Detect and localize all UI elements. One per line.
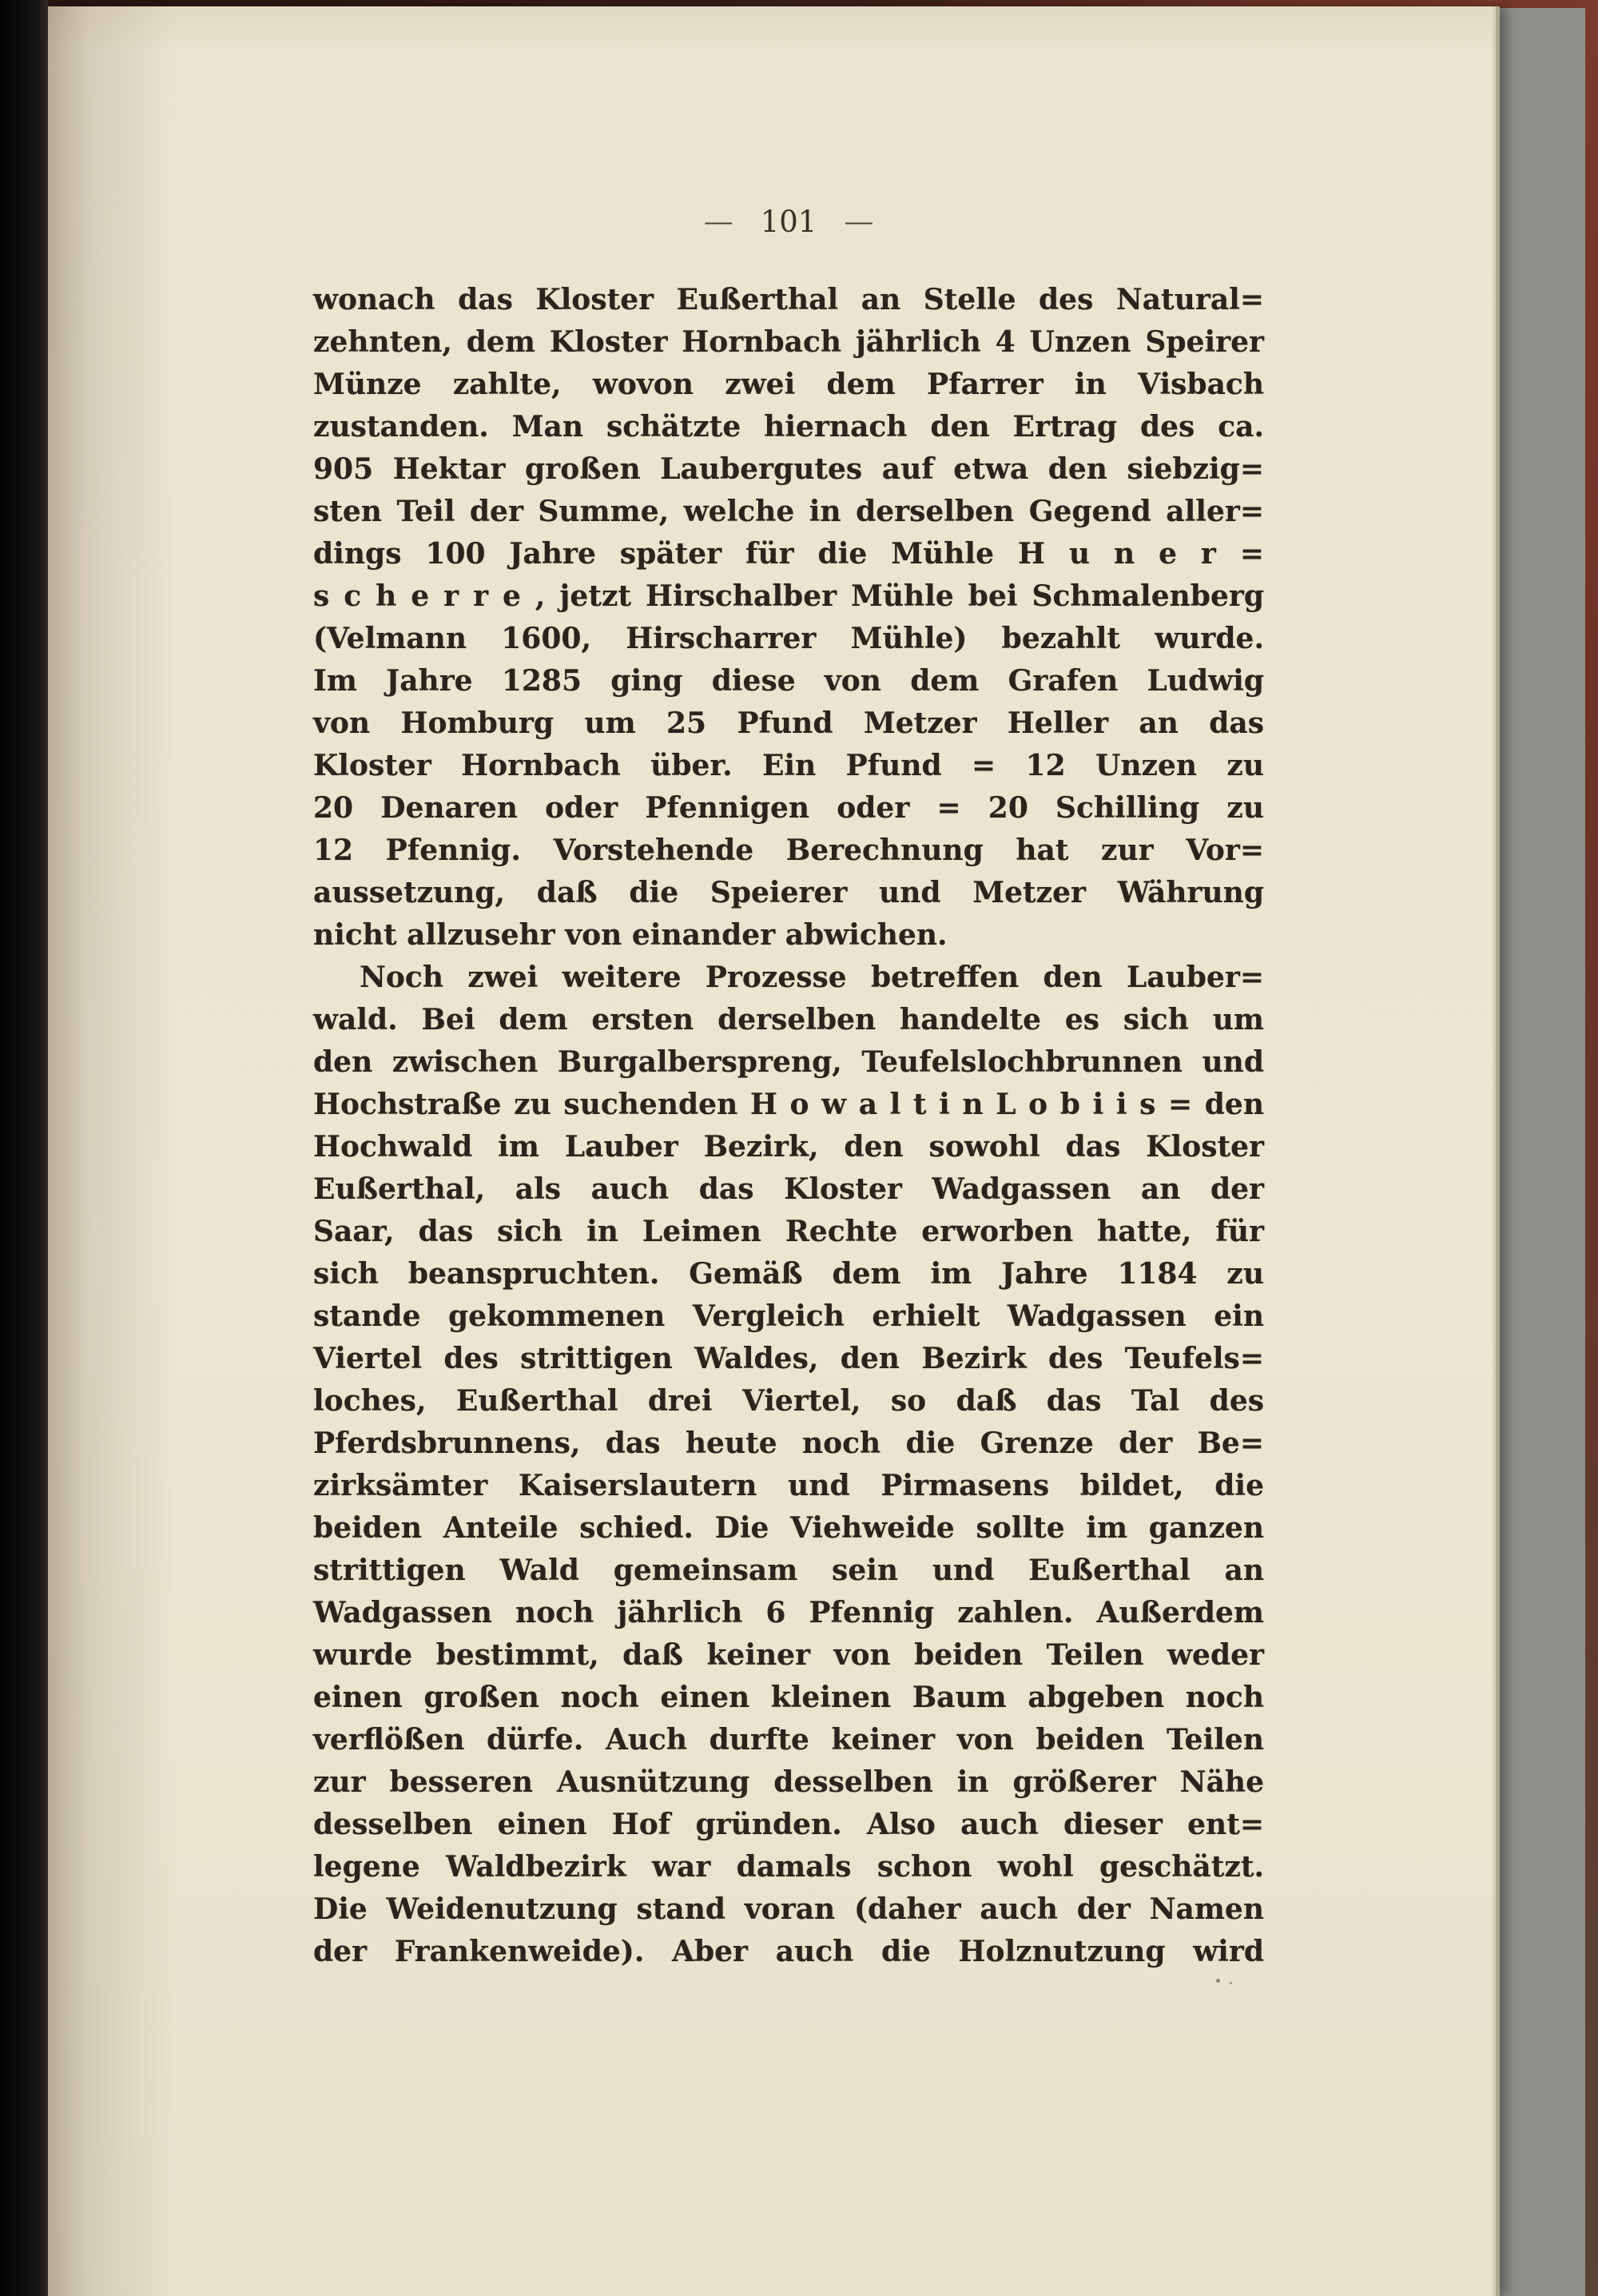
text-line: loches, Eußerthal drei Viertel, so daß das Tal des	[313, 1384, 1264, 1418]
page-number-dash-right: —	[844, 208, 874, 236]
text-line: wonach das Kloster Eußerthal an Stelle des Natural=	[313, 283, 1264, 316]
text-line: dings 100 Jahre später für die Mühle H u n e r =	[313, 537, 1264, 571]
text-line: Viertel des strittigen Waldes, den Bezirk des Teufels=	[313, 1342, 1264, 1375]
text-line: Münze zahlte, wovon zwei dem Pfarrer in Visbach	[313, 368, 1264, 401]
text-block	[313, 279, 1264, 1973]
text-line: sich beanspruchten. Gemäß dem im Jahre 1184 zu	[313, 1257, 1264, 1291]
text-line: 12 Pfennig. Vorstehende Berechnung hat zur Vor=	[313, 834, 1264, 867]
text-line: (Velmann 1600, Hirscharrer Mühle) bezahlt wurde.	[313, 622, 1264, 655]
text-line: Saar, das sich in Leimen Rechte erworben hatte, für	[313, 1215, 1264, 1248]
text-line: verflößen dürfe. Auch durfte keiner von beiden Teilen	[313, 1723, 1264, 1757]
text-line: Im Jahre 1285 ging diese von dem Grafen Ludwig	[313, 664, 1264, 698]
text-line: zirksämter Kaiserslautern und Pirmasens bildet, die	[313, 1469, 1264, 1502]
page-number: 101	[760, 205, 817, 239]
text-line: Pferdsbrunnens, das heute noch die Grenze der Be=	[313, 1427, 1264, 1460]
text-line: einen großen noch einen kleinen Baum abgeben noch	[313, 1681, 1264, 1714]
text-line: Hochwald im Lauber Bezirk, den sowohl das Kloster	[313, 1130, 1264, 1164]
text-line: Wadgassen noch jährlich 6 Pfennig zahlen. Außerdem	[313, 1596, 1264, 1629]
text-line: Kloster Hornbach über. Ein Pfund = 12 Unzen zu	[313, 749, 1264, 782]
text-line: 20 Denaren oder Pfennigen oder = 20 Schilling zu	[313, 791, 1264, 825]
text-line: Die Weidenutzung stand voran (daher auch der Namen	[313, 1892, 1264, 1926]
text-line: wald. Bei dem ersten derselben handelte es sich um	[313, 1003, 1264, 1037]
binding-gutter-shadow	[0, 0, 48, 2296]
text-line: von Homburg um 25 Pfund Metzer Heller an das	[313, 706, 1264, 740]
text-line: legene Waldbezirk war damals schon wohl geschätzt.	[313, 1850, 1264, 1884]
text-line: nicht allzusehr von einander abwichen.	[313, 918, 948, 952]
text-line: sten Teil der Summe, welche in derselben Gegend aller=	[313, 495, 1264, 528]
text-line: s c h e r r e , jetzt Hirschalber Mühle bei Schmalenberg	[313, 579, 1264, 613]
text-line: wurde bestimmt, daß keiner von beiden Teilen weder	[313, 1638, 1264, 1672]
text-line: stande gekommenen Vergleich erhielt Wadgassen ein	[313, 1299, 1264, 1333]
text-line: strittigen Wald gemeinsam sein und Eußerthal an	[313, 1554, 1264, 1587]
text-line: Noch zwei weitere Prozesse betreffen den Lauber=	[360, 961, 1264, 994]
text-line: 905 Hektar großen Laubergutes auf etwa den siebzig=	[313, 452, 1264, 486]
text-line: beiden Anteile schied. Die Viehweide sollte im ganzen	[313, 1511, 1264, 1545]
page-number-header	[313, 205, 1264, 239]
page-content	[313, 6, 1264, 1973]
text-line: zehnten, dem Kloster Hornbach jährlich 4 Unzen Speirer	[313, 325, 1264, 359]
text-line: zustanden. Man schätzte hiernach den Ertrag des ca.	[313, 410, 1264, 444]
text-line: den zwischen Burgalberspreng, Teufelslochbrunnen und	[313, 1045, 1264, 1079]
text-line: desselben einen Hof gründen. Also auch dieser ent=	[313, 1808, 1264, 1841]
text-line: aussetzung, daß die Speierer und Metzer Währung	[313, 876, 1264, 909]
book-cover-edge-right	[1585, 0, 1598, 2296]
book-page	[48, 6, 1493, 2296]
text-line: der Frankenweide). Aber auch die Holznutzung wird	[313, 1935, 1264, 1968]
text-line: zur besseren Ausnützung desselben in größerer Nähe	[313, 1765, 1264, 1799]
text-line: Eußerthal, als auch das Kloster Wadgassen an der	[313, 1172, 1264, 1206]
ink-speck	[1216, 1979, 1220, 1983]
text-line: Hochstraße zu suchenden H o w a l t i n L o b i i s = den	[313, 1088, 1264, 1121]
page-number-dash-left: —	[703, 208, 733, 236]
